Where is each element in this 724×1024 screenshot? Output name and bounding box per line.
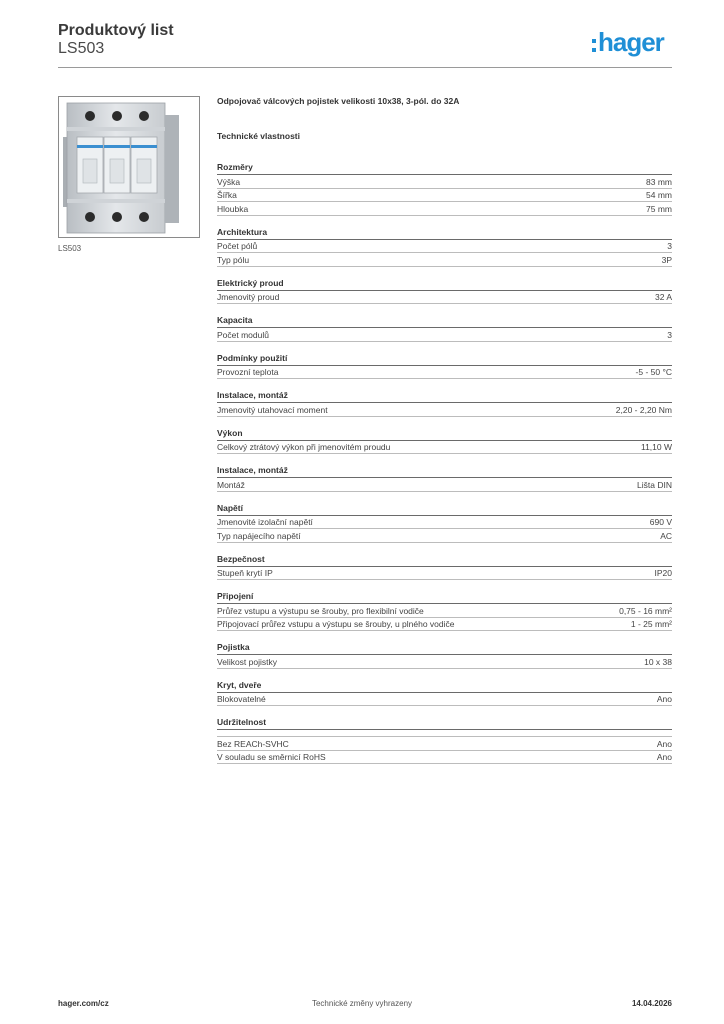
specs-heading: Technické vlastnosti	[217, 131, 300, 141]
spec-group	[217, 427, 672, 455]
spec-group	[217, 590, 672, 631]
spec-value: 3P	[661, 254, 672, 265]
spec-label: V souladu se směrnicí RoHS	[217, 752, 326, 762]
header-divider	[58, 67, 672, 68]
spec-group	[217, 277, 672, 305]
spec-row	[217, 441, 672, 455]
spec-group-title: Výkon	[217, 427, 672, 441]
spec-value: Ano	[656, 752, 672, 762]
spec-value: 54 mm	[646, 190, 672, 200]
spec-group	[217, 716, 672, 764]
spec-group-title: Kryt, dveře	[217, 679, 672, 693]
spec-value: 11,10 W	[640, 442, 672, 452]
spec-row	[217, 202, 672, 216]
spec-value: 1 - 25 mm²	[630, 619, 672, 629]
spec-label: Blokovatelné	[217, 694, 266, 704]
spec-row	[217, 737, 672, 751]
spec-group	[217, 389, 672, 417]
spec-label: Průřez vstupu a výstupu se šrouby, pro flexibilní vodiče	[217, 605, 424, 616]
spec-row	[217, 516, 672, 530]
spec-label: Velikost pojistky	[217, 656, 277, 667]
spec-label: Hloubka	[217, 203, 249, 214]
spec-group	[217, 502, 672, 543]
spec-row	[217, 529, 672, 543]
spec-row	[217, 240, 672, 254]
logo-text: hager	[598, 27, 664, 57]
spec-group-title: Připojení	[217, 590, 672, 604]
spec-value: Ano	[656, 694, 672, 704]
spec-group	[217, 226, 672, 267]
spec-group-title: Rozměry	[217, 161, 672, 175]
spec-row	[217, 291, 672, 305]
spec-spacer	[217, 730, 672, 737]
spec-row	[217, 604, 672, 618]
logo-colon-icon	[592, 39, 596, 52]
spec-row	[217, 366, 672, 380]
spec-groups	[217, 161, 672, 764]
spec-group	[217, 553, 672, 581]
spec-label: Typ pólu	[217, 254, 250, 265]
product-image	[58, 96, 200, 238]
spec-group-title: Instalace, montáž	[217, 389, 672, 403]
spec-value: -5 - 50 °C	[635, 367, 672, 377]
spec-label: Provozní teplota	[217, 367, 279, 377]
spec-label: Bez REACh-SVHC	[217, 738, 289, 749]
hager-logo[interactable]	[592, 27, 664, 57]
fuse-holder-icon	[59, 97, 199, 237]
spec-group	[217, 464, 672, 492]
spec-value: Lišta DIN	[637, 479, 672, 490]
spec-value: 75 mm	[646, 203, 672, 214]
spec-label: Stupeň krytí IP	[217, 568, 273, 578]
spec-group	[217, 352, 672, 380]
product-details	[217, 96, 672, 774]
spec-row	[217, 478, 672, 492]
spec-label: Počet modulů	[217, 329, 269, 340]
spec-group-title: Podmínky použití	[217, 352, 672, 366]
spec-value: 10 x 38	[644, 656, 672, 667]
spec-value: AC	[660, 530, 672, 541]
spec-label: Jmenovitý utahovací moment	[217, 404, 328, 415]
product-code: LS503	[58, 40, 105, 57]
spec-group-title: Napětí	[217, 502, 672, 516]
spec-group-title: Elektrický proud	[217, 277, 672, 291]
spec-group-title: Architektura	[217, 226, 672, 240]
image-caption: LS503	[58, 244, 82, 253]
spec-label: Montáž	[217, 479, 245, 490]
spec-row	[217, 253, 672, 267]
spec-label: Typ napájecího napětí	[217, 530, 301, 541]
spec-row	[217, 189, 672, 203]
spec-group-title: Udržitelnost	[217, 716, 672, 730]
footer-date: 14.04.2026	[631, 999, 672, 1008]
footer-website[interactable]: hager.com/cz	[58, 999, 109, 1008]
spec-group	[217, 679, 672, 707]
footer-notice: Technické změny vyhrazeny	[311, 999, 413, 1008]
spec-value: 32 A	[654, 292, 672, 302]
spec-value: 83 mm	[646, 176, 672, 187]
spec-row	[217, 567, 672, 581]
spec-row	[217, 693, 672, 707]
spec-group	[217, 314, 672, 342]
page-title: Produktový list	[58, 22, 174, 39]
spec-row	[217, 751, 672, 765]
spec-row	[217, 328, 672, 342]
spec-label: Jmenovité izolační napětí	[217, 517, 313, 527]
spec-label: Počet pólů	[217, 241, 258, 251]
spec-group-title: Pojistka	[217, 641, 672, 655]
spec-group-title: Kapacita	[217, 314, 672, 328]
spec-label: Šířka	[217, 190, 237, 200]
spec-label: Výška	[217, 176, 241, 187]
spec-value: IP20	[654, 568, 672, 578]
spec-value: 690 V	[649, 517, 672, 527]
spec-row	[217, 175, 672, 189]
spec-value: 0,75 - 16 mm²	[619, 605, 672, 616]
spec-label: Připojovací průřez vstupu a výstupu se šrouby, u plného vodiče	[217, 619, 455, 629]
product-description: Odpojovač válcových pojistek velikosti 10x38, 3-pól. do 32A	[217, 96, 460, 106]
spec-label: Celkový ztrátový výkon při jmenovitém proudu	[217, 442, 391, 452]
spec-group	[217, 641, 672, 669]
spec-group-title: Instalace, montáž	[217, 464, 672, 478]
spec-label: Jmenovitý proud	[217, 292, 280, 302]
spec-value: Ano	[656, 738, 672, 749]
spec-value: 2,20 - 2,20 Nm	[615, 404, 672, 415]
spec-group-title: Bezpečnost	[217, 553, 672, 567]
spec-group	[217, 161, 672, 216]
spec-row	[217, 618, 672, 632]
spec-row	[217, 655, 672, 669]
spec-value: 3	[667, 241, 672, 251]
spec-row	[217, 403, 672, 417]
spec-value: 3	[667, 329, 672, 340]
